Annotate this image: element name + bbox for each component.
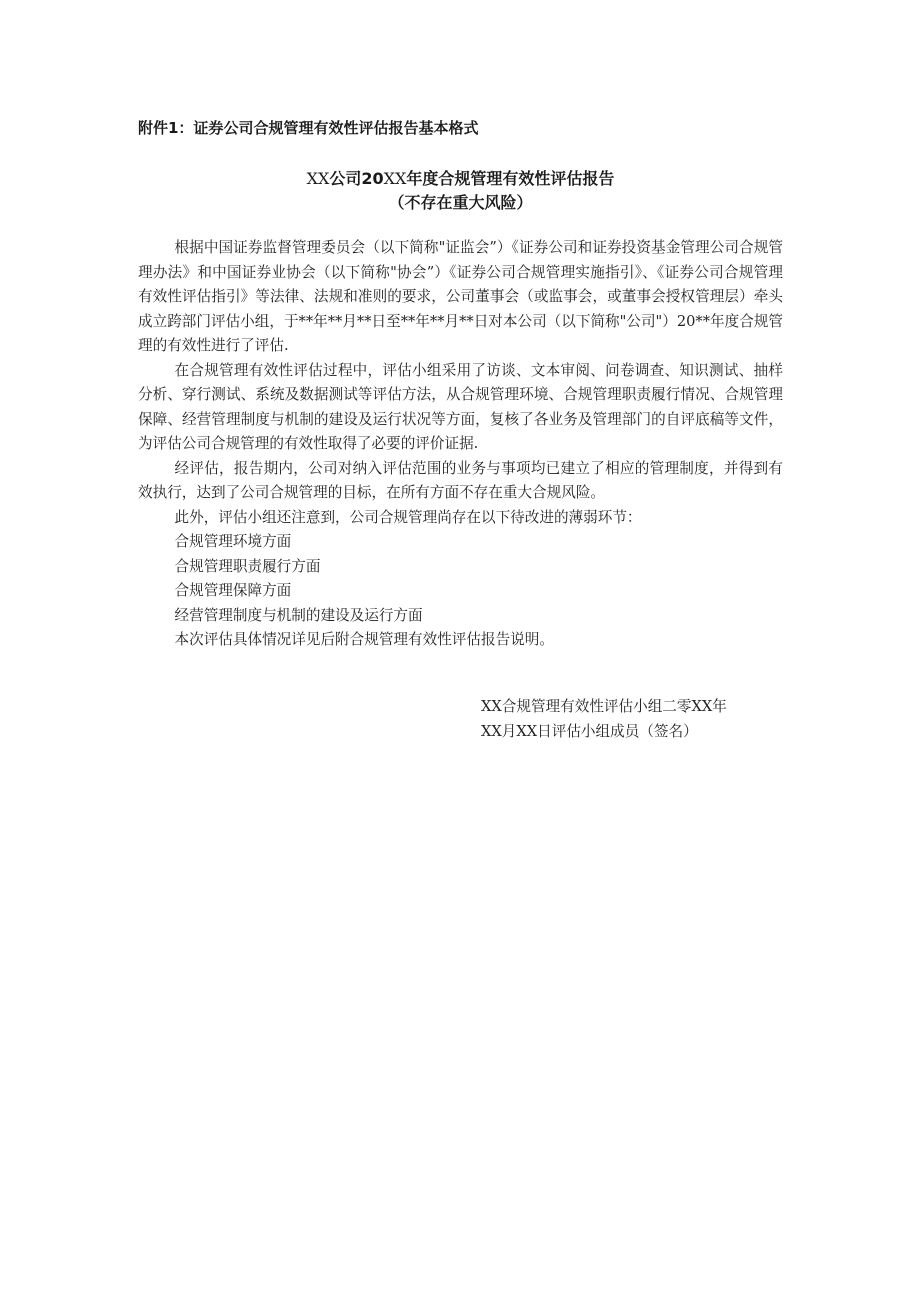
title-year-placeholder: XX (383, 169, 407, 188)
signature-line-2: XX月XX日评估小组成员（签名） (481, 722, 698, 740)
title-year-prefix: 20 (361, 169, 384, 188)
attachment-heading: 附件1：证券公司合规管理有效性评估报告基本格式 (138, 119, 479, 137)
signature-block (481, 695, 781, 744)
signature-line-1: XX合规管理有效性评估小组二零XX年 (481, 698, 727, 715)
paragraph-weaknesses-intro: 此外，评估小组还注意到，公司合规管理尚存在以下待改进的薄弱环节： (174, 508, 642, 526)
report-subtitle: （不存在重大风险） (388, 193, 533, 212)
paragraph-basis: 根据中国证券监督管理委员会（以下简称"证监会”）《证券公司和证券投资基金管理公司合规管理办法》和中国证券业协会（以下简称"协会”）《证券公司合规管理实施指引》、《证券公司合规管理有效性评估指引》等法律、法规和准则的要求，公司董事会（或监事会，或董事会授权管理层）牵头成立跨部门评估小组，于**年**月**日至**年**月**日对本公司（以下简称"公司"）20**年度合规管理的有效性进行了评估. (138, 239, 783, 354)
weak-point-item: 合规管理职责履行方面 (174, 557, 321, 575)
weak-point-item: 经营管理制度与机制的建设及运行方面 (174, 606, 423, 624)
title-company-placeholder: XX (306, 169, 330, 188)
title-report-name: 年度合规管理有效性评估报告 (406, 169, 615, 188)
paragraph-closing: 本次评估具体情况详见后附合规管理有效性评估报告说明。 (174, 631, 554, 648)
paragraph-process: 在合规管理有效性评估过程中，评估小组采用了访谈、文本审阅、问卷调查、知识测试、抽样分析、穿行测试、系统及数据测试等评估方法，从合规管理环境、合规管理职责履行情况、合规管理保障、经营管理制度与机制的建设及运行状况等方面，复核了各业务及管理部门的自评底稿等文件，为评估公司合规管理的有效性取得了必要的评价证据. (138, 361, 783, 452)
paragraph-conclusion: 经评估，报告期内，公司对纳入评估范围的业务与事项均已建立了相应的管理制度，并得到有效执行，达到了公司合规管理的目标，在所有方面不存在重大合规风险。 (138, 459, 783, 501)
report-title (138, 168, 783, 190)
document-page (138, 0, 788, 1302)
title-company-word: 公司 (329, 169, 362, 188)
report-body (138, 236, 783, 653)
weak-point-item: 合规管理保障方面 (174, 582, 292, 599)
weak-point-item: 合规管理环境方面 (174, 533, 292, 550)
